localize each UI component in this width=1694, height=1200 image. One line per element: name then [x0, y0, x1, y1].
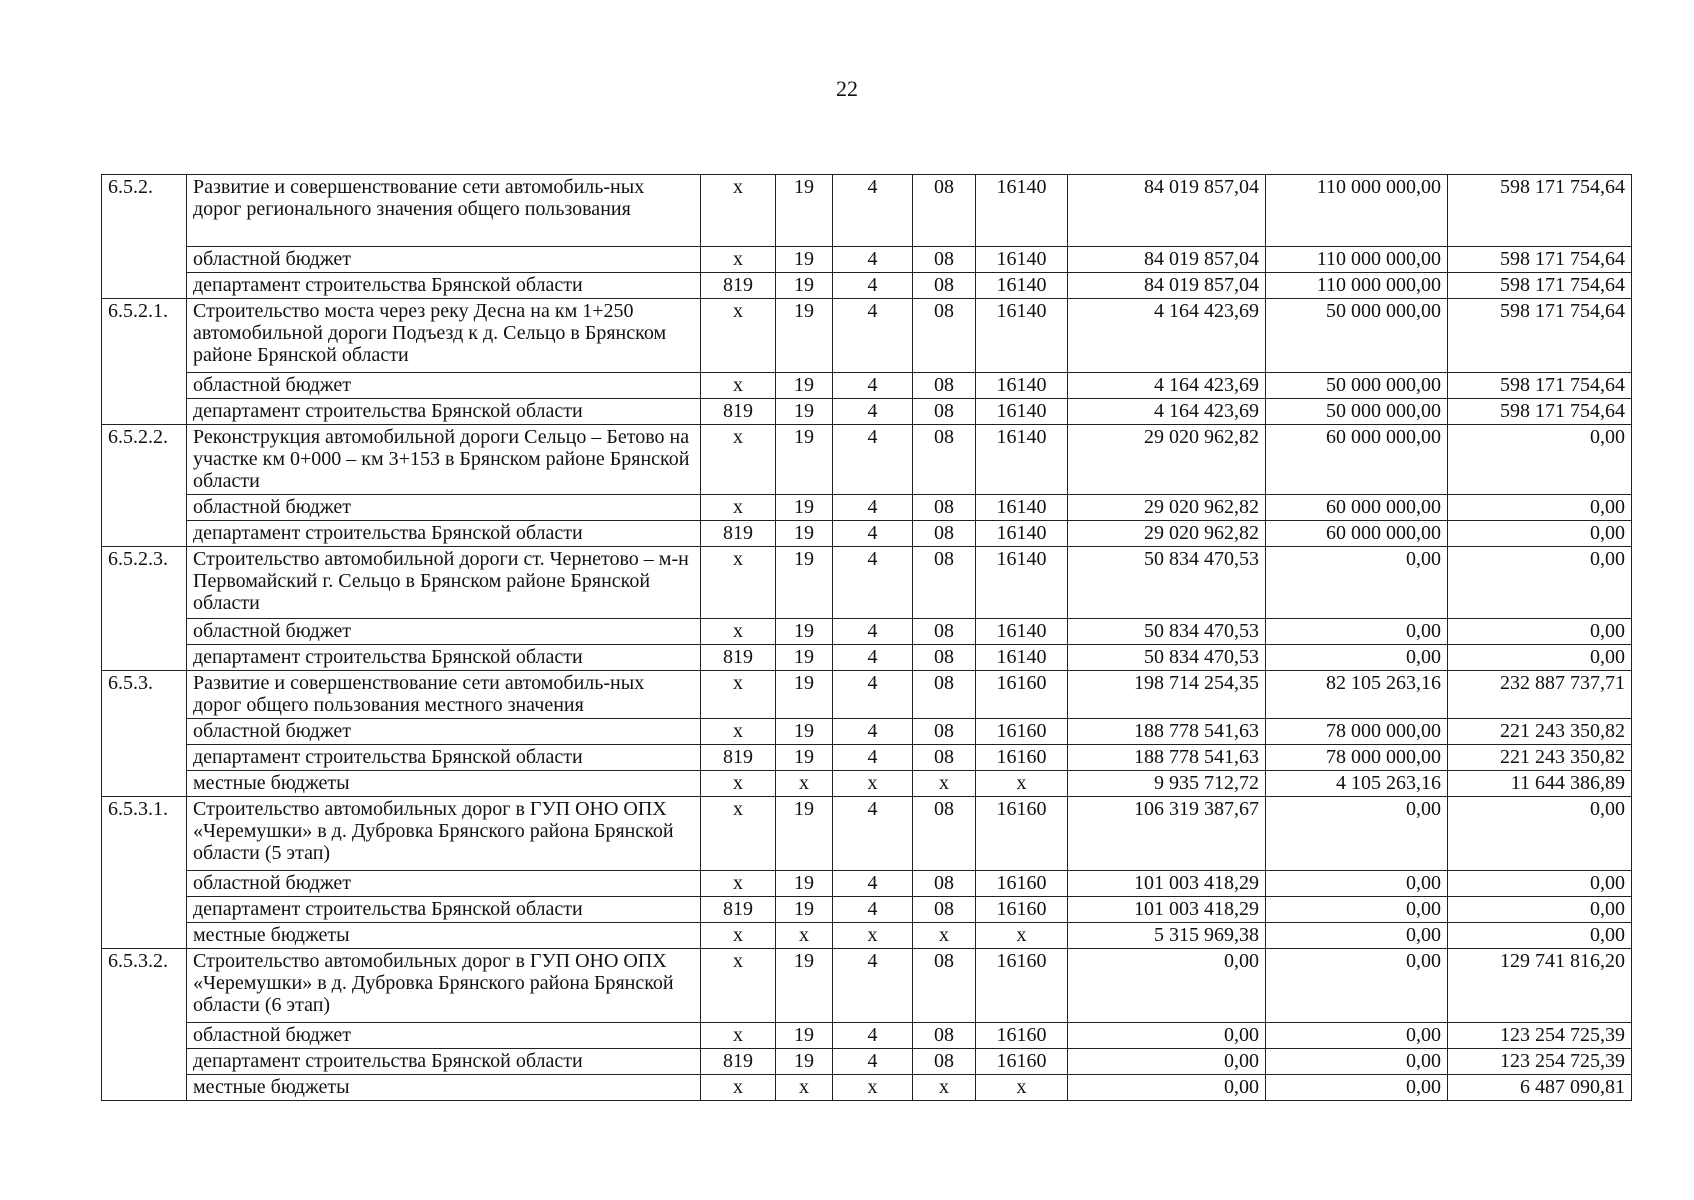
amount-year3-cell: 0,00 [1448, 495, 1632, 521]
admin-code-cell: 819 [701, 645, 776, 671]
amount-year1-cell: 9 935 712,72 [1068, 771, 1266, 797]
amount-year1-cell: 50 834 470,53 [1068, 619, 1266, 645]
subprogram-code-cell: 4 [833, 619, 913, 645]
amount-year1-cell: 0,00 [1068, 949, 1266, 1023]
admin-code-cell: 819 [701, 897, 776, 923]
direction-code-cell: 16140 [976, 273, 1068, 299]
table-row [102, 399, 1632, 425]
table-row [102, 273, 1632, 299]
program-code-cell: 19 [776, 645, 833, 671]
admin-code-cell: х [701, 425, 776, 495]
activity-code-cell: 08 [913, 521, 976, 547]
program-code-cell: 19 [776, 247, 833, 273]
amount-year2-cell: 0,00 [1266, 797, 1448, 871]
table-row [102, 299, 1632, 373]
table-row [102, 175, 1632, 247]
direction-code-cell: 16160 [976, 949, 1068, 1023]
subprogram-code-cell: 4 [833, 373, 913, 399]
program-code-cell: 19 [776, 797, 833, 871]
amount-year2-cell: 0,00 [1266, 871, 1448, 897]
amount-year2-cell: 110 000 000,00 [1266, 273, 1448, 299]
table-row [102, 1075, 1632, 1101]
activity-code-cell: 08 [913, 797, 976, 871]
table-row [102, 373, 1632, 399]
admin-code-cell: х [701, 495, 776, 521]
amount-year1-cell: 198 714 254,35 [1068, 671, 1266, 719]
amount-year3-cell: 598 171 754,64 [1448, 247, 1632, 273]
description-cell: Развитие и совершенствование сети автомобиль-ных дорог регионального значения общего пользования [187, 175, 701, 247]
direction-code-cell: 16140 [976, 373, 1068, 399]
admin-code-cell: х [701, 299, 776, 373]
description-cell: департамент строительства Брянской области [187, 1049, 701, 1075]
description-cell: местные бюджеты [187, 1075, 701, 1101]
amount-year2-cell: 50 000 000,00 [1266, 373, 1448, 399]
amount-year3-cell: 221 243 350,82 [1448, 745, 1632, 771]
description-cell: местные бюджеты [187, 923, 701, 949]
amount-year1-cell: 5 315 969,38 [1068, 923, 1266, 949]
amount-year3-cell: 0,00 [1448, 871, 1632, 897]
page-number: 22 [836, 76, 858, 101]
subprogram-code-cell: 4 [833, 949, 913, 1023]
amount-year1-cell: 50 834 470,53 [1068, 547, 1266, 619]
admin-code-cell: 819 [701, 1049, 776, 1075]
amount-year3-cell: 123 254 725,39 [1448, 1023, 1632, 1049]
activity-code-cell: х [913, 923, 976, 949]
description-cell: Развитие и совершенствование сети автомобиль-ных дорог общего пользования местного значения [187, 671, 701, 719]
description-cell: Строительство автомобильной дороги ст. Чернетово – м-н Первомайский г. Сельцо в Брянском районе Брянской области [187, 547, 701, 619]
admin-code-cell: 819 [701, 745, 776, 771]
amount-year2-cell: 110 000 000,00 [1266, 175, 1448, 247]
direction-code-cell: 16140 [976, 547, 1068, 619]
admin-code-cell: х [701, 797, 776, 871]
direction-code-cell: 16140 [976, 247, 1068, 273]
table-row [102, 897, 1632, 923]
description-cell: департамент строительства Брянской области [187, 399, 701, 425]
program-code-cell: х [776, 1075, 833, 1101]
activity-code-cell: 08 [913, 299, 976, 373]
subprogram-code-cell: 4 [833, 797, 913, 871]
amount-year2-cell: 0,00 [1266, 645, 1448, 671]
activity-code-cell: 08 [913, 745, 976, 771]
table-row [102, 671, 1632, 719]
description-cell: департамент строительства Брянской области [187, 521, 701, 547]
amount-year3-cell: 0,00 [1448, 425, 1632, 495]
description-cell: департамент строительства Брянской области [187, 897, 701, 923]
direction-code-cell: х [976, 1075, 1068, 1101]
item-number-cell: 6.5.2.3. [102, 547, 187, 671]
subprogram-code-cell: х [833, 923, 913, 949]
amount-year2-cell: 110 000 000,00 [1266, 247, 1448, 273]
amount-year3-cell: 598 171 754,64 [1448, 175, 1632, 247]
admin-code-cell: х [701, 771, 776, 797]
amount-year3-cell: 598 171 754,64 [1448, 273, 1632, 299]
table-row [102, 521, 1632, 547]
activity-code-cell: 08 [913, 871, 976, 897]
program-code-cell: 19 [776, 671, 833, 719]
subprogram-code-cell: 4 [833, 521, 913, 547]
amount-year1-cell: 0,00 [1068, 1023, 1266, 1049]
direction-code-cell: 16140 [976, 425, 1068, 495]
amount-year2-cell: 0,00 [1266, 1049, 1448, 1075]
admin-code-cell: х [701, 871, 776, 897]
item-number-cell: 6.5.3.1. [102, 797, 187, 949]
subprogram-code-cell: 4 [833, 495, 913, 521]
subprogram-code-cell: 4 [833, 871, 913, 897]
program-code-cell: 19 [776, 1049, 833, 1075]
description-cell: Строительство автомобильных дорог в ГУП ОНО ОПХ «Черемушки» в д. Дубровка Брянского района Брянской области (5 этап) [187, 797, 701, 871]
item-number-cell: 6.5.2.2. [102, 425, 187, 547]
amount-year1-cell: 101 003 418,29 [1068, 871, 1266, 897]
amount-year3-cell: 232 887 737,71 [1448, 671, 1632, 719]
direction-code-cell: х [976, 771, 1068, 797]
program-code-cell: х [776, 771, 833, 797]
direction-code-cell: 16140 [976, 645, 1068, 671]
subprogram-code-cell: 4 [833, 547, 913, 619]
amount-year2-cell: 60 000 000,00 [1266, 495, 1448, 521]
subprogram-code-cell: 4 [833, 1023, 913, 1049]
program-code-cell: 19 [776, 495, 833, 521]
item-number-cell: 6.5.3.2. [102, 949, 187, 1101]
direction-code-cell: 16160 [976, 1023, 1068, 1049]
item-number-cell: 6.5.2.1. [102, 299, 187, 425]
subprogram-code-cell: 4 [833, 399, 913, 425]
table-row [102, 871, 1632, 897]
amount-year1-cell: 84 019 857,04 [1068, 273, 1266, 299]
table-row [102, 495, 1632, 521]
amount-year1-cell: 0,00 [1068, 1075, 1266, 1101]
program-code-cell: 19 [776, 547, 833, 619]
direction-code-cell: 16160 [976, 897, 1068, 923]
program-code-cell: х [776, 923, 833, 949]
subprogram-code-cell: 4 [833, 745, 913, 771]
direction-code-cell: 16160 [976, 871, 1068, 897]
amount-year2-cell: 60 000 000,00 [1266, 425, 1448, 495]
activity-code-cell: 08 [913, 1023, 976, 1049]
program-code-cell: 19 [776, 399, 833, 425]
amount-year1-cell: 4 164 423,69 [1068, 299, 1266, 373]
activity-code-cell: 08 [913, 671, 976, 719]
subprogram-code-cell: 4 [833, 645, 913, 671]
amount-year3-cell: 11 644 386,89 [1448, 771, 1632, 797]
amount-year3-cell: 598 171 754,64 [1448, 373, 1632, 399]
amount-year1-cell: 106 319 387,67 [1068, 797, 1266, 871]
program-code-cell: 19 [776, 949, 833, 1023]
table-row [102, 771, 1632, 797]
activity-code-cell: 08 [913, 373, 976, 399]
amount-year3-cell: 0,00 [1448, 521, 1632, 547]
table-row [102, 619, 1632, 645]
direction-code-cell: 16140 [976, 299, 1068, 373]
direction-code-cell: 16160 [976, 745, 1068, 771]
amount-year1-cell: 0,00 [1068, 1049, 1266, 1075]
activity-code-cell: х [913, 771, 976, 797]
amount-year1-cell: 101 003 418,29 [1068, 897, 1266, 923]
amount-year2-cell: 0,00 [1266, 949, 1448, 1023]
item-number-cell: 6.5.2. [102, 175, 187, 299]
table-row [102, 645, 1632, 671]
program-code-cell: 19 [776, 871, 833, 897]
table-row [102, 719, 1632, 745]
direction-code-cell: 16140 [976, 495, 1068, 521]
amount-year2-cell: 0,00 [1266, 923, 1448, 949]
admin-code-cell: х [701, 373, 776, 399]
description-cell: Строительство моста через реку Десна на км 1+250 автомобильной дороги Подъезд к д. Сельцо в Брянском районе Брянской области [187, 299, 701, 373]
amount-year2-cell: 0,00 [1266, 1023, 1448, 1049]
amount-year1-cell: 4 164 423,69 [1068, 399, 1266, 425]
program-code-cell: 19 [776, 719, 833, 745]
description-cell: департамент строительства Брянской области [187, 645, 701, 671]
activity-code-cell: 08 [913, 719, 976, 745]
program-code-cell: 19 [776, 1023, 833, 1049]
description-cell: областной бюджет [187, 619, 701, 645]
admin-code-cell: х [701, 175, 776, 247]
subprogram-code-cell: 4 [833, 425, 913, 495]
description-cell: департамент строительства Брянской области [187, 273, 701, 299]
amount-year3-cell: 123 254 725,39 [1448, 1049, 1632, 1075]
amount-year3-cell: 0,00 [1448, 897, 1632, 923]
subprogram-code-cell: х [833, 1075, 913, 1101]
amount-year1-cell: 84 019 857,04 [1068, 247, 1266, 273]
activity-code-cell: 08 [913, 175, 976, 247]
activity-code-cell: 08 [913, 645, 976, 671]
amount-year1-cell: 84 019 857,04 [1068, 175, 1266, 247]
amount-year3-cell: 221 243 350,82 [1448, 719, 1632, 745]
amount-year1-cell: 29 020 962,82 [1068, 521, 1266, 547]
activity-code-cell: 08 [913, 897, 976, 923]
amount-year3-cell: 598 171 754,64 [1448, 399, 1632, 425]
direction-code-cell: 16140 [976, 521, 1068, 547]
amount-year2-cell: 0,00 [1266, 547, 1448, 619]
amount-year3-cell: 0,00 [1448, 645, 1632, 671]
activity-code-cell: 08 [913, 399, 976, 425]
subprogram-code-cell: 4 [833, 299, 913, 373]
amount-year3-cell: 0,00 [1448, 923, 1632, 949]
description-cell: областной бюджет [187, 1023, 701, 1049]
program-code-cell: 19 [776, 521, 833, 547]
activity-code-cell: 08 [913, 949, 976, 1023]
admin-code-cell: 819 [701, 273, 776, 299]
direction-code-cell: 16140 [976, 175, 1068, 247]
subprogram-code-cell: 4 [833, 1049, 913, 1075]
amount-year3-cell: 129 741 816,20 [1448, 949, 1632, 1023]
activity-code-cell: 08 [913, 495, 976, 521]
activity-code-cell: 08 [913, 247, 976, 273]
amount-year3-cell: 598 171 754,64 [1448, 299, 1632, 373]
admin-code-cell: х [701, 1075, 776, 1101]
direction-code-cell: 16160 [976, 1049, 1068, 1075]
table-row [102, 797, 1632, 871]
amount-year1-cell: 4 164 423,69 [1068, 373, 1266, 399]
direction-code-cell: 16160 [976, 797, 1068, 871]
amount-year3-cell: 0,00 [1448, 619, 1632, 645]
admin-code-cell: х [701, 1023, 776, 1049]
subprogram-code-cell: 4 [833, 175, 913, 247]
description-cell: Реконструкция автомобильной дороги Сельцо – Бетово на участке км 0+000 – км 3+153 в Брянском районе Брянской области [187, 425, 701, 495]
amount-year1-cell: 188 778 541,63 [1068, 745, 1266, 771]
subprogram-code-cell: 4 [833, 273, 913, 299]
description-cell: областной бюджет [187, 247, 701, 273]
table-row [102, 949, 1632, 1023]
amount-year2-cell: 50 000 000,00 [1266, 299, 1448, 373]
table-row [102, 247, 1632, 273]
description-cell: областной бюджет [187, 719, 701, 745]
direction-code-cell: 16140 [976, 399, 1068, 425]
budget-table-body [102, 175, 1632, 1101]
admin-code-cell: х [701, 719, 776, 745]
program-code-cell: 19 [776, 745, 833, 771]
subprogram-code-cell: 4 [833, 897, 913, 923]
table-row [102, 745, 1632, 771]
activity-code-cell: 08 [913, 619, 976, 645]
direction-code-cell: 16140 [976, 619, 1068, 645]
admin-code-cell: х [701, 619, 776, 645]
description-cell: департамент строительства Брянской области [187, 745, 701, 771]
program-code-cell: 19 [776, 425, 833, 495]
subprogram-code-cell: 4 [833, 719, 913, 745]
item-number-cell: 6.5.3. [102, 671, 187, 797]
description-cell: местные бюджеты [187, 771, 701, 797]
program-code-cell: 19 [776, 897, 833, 923]
amount-year1-cell: 188 778 541,63 [1068, 719, 1266, 745]
table-row [102, 1023, 1632, 1049]
amount-year2-cell: 78 000 000,00 [1266, 745, 1448, 771]
amount-year2-cell: 78 000 000,00 [1266, 719, 1448, 745]
admin-code-cell: х [701, 671, 776, 719]
amount-year3-cell: 0,00 [1448, 797, 1632, 871]
admin-code-cell: х [701, 247, 776, 273]
amount-year2-cell: 0,00 [1266, 619, 1448, 645]
direction-code-cell: 16160 [976, 719, 1068, 745]
table-row [102, 425, 1632, 495]
program-code-cell: 19 [776, 373, 833, 399]
budget-table [101, 174, 1632, 1101]
admin-code-cell: х [701, 949, 776, 1023]
amount-year2-cell: 0,00 [1266, 1075, 1448, 1101]
table-row [102, 923, 1632, 949]
amount-year3-cell: 0,00 [1448, 547, 1632, 619]
amount-year1-cell: 29 020 962,82 [1068, 495, 1266, 521]
admin-code-cell: 819 [701, 521, 776, 547]
program-code-cell: 19 [776, 299, 833, 373]
program-code-cell: 19 [776, 273, 833, 299]
activity-code-cell: 08 [913, 425, 976, 495]
activity-code-cell: 08 [913, 273, 976, 299]
program-code-cell: 19 [776, 619, 833, 645]
description-cell: областной бюджет [187, 373, 701, 399]
activity-code-cell: 08 [913, 547, 976, 619]
amount-year2-cell: 50 000 000,00 [1266, 399, 1448, 425]
amount-year3-cell: 6 487 090,81 [1448, 1075, 1632, 1101]
direction-code-cell: х [976, 923, 1068, 949]
admin-code-cell: 819 [701, 399, 776, 425]
amount-year1-cell: 29 020 962,82 [1068, 425, 1266, 495]
admin-code-cell: х [701, 547, 776, 619]
direction-code-cell: 16160 [976, 671, 1068, 719]
amount-year2-cell: 4 105 263,16 [1266, 771, 1448, 797]
subprogram-code-cell: х [833, 771, 913, 797]
activity-code-cell: х [913, 1075, 976, 1101]
table-row [102, 1049, 1632, 1075]
subprogram-code-cell: 4 [833, 247, 913, 273]
subprogram-code-cell: 4 [833, 671, 913, 719]
description-cell: областной бюджет [187, 871, 701, 897]
description-cell: Строительство автомобильных дорог в ГУП ОНО ОПХ «Черемушки» в д. Дубровка Брянского района Брянской области (6 этап) [187, 949, 701, 1023]
amount-year1-cell: 50 834 470,53 [1068, 645, 1266, 671]
description-cell: областной бюджет [187, 495, 701, 521]
amount-year2-cell: 82 105 263,16 [1266, 671, 1448, 719]
table-row [102, 547, 1632, 619]
amount-year2-cell: 0,00 [1266, 897, 1448, 923]
amount-year2-cell: 60 000 000,00 [1266, 521, 1448, 547]
admin-code-cell: х [701, 923, 776, 949]
activity-code-cell: 08 [913, 1049, 976, 1075]
program-code-cell: 19 [776, 175, 833, 247]
